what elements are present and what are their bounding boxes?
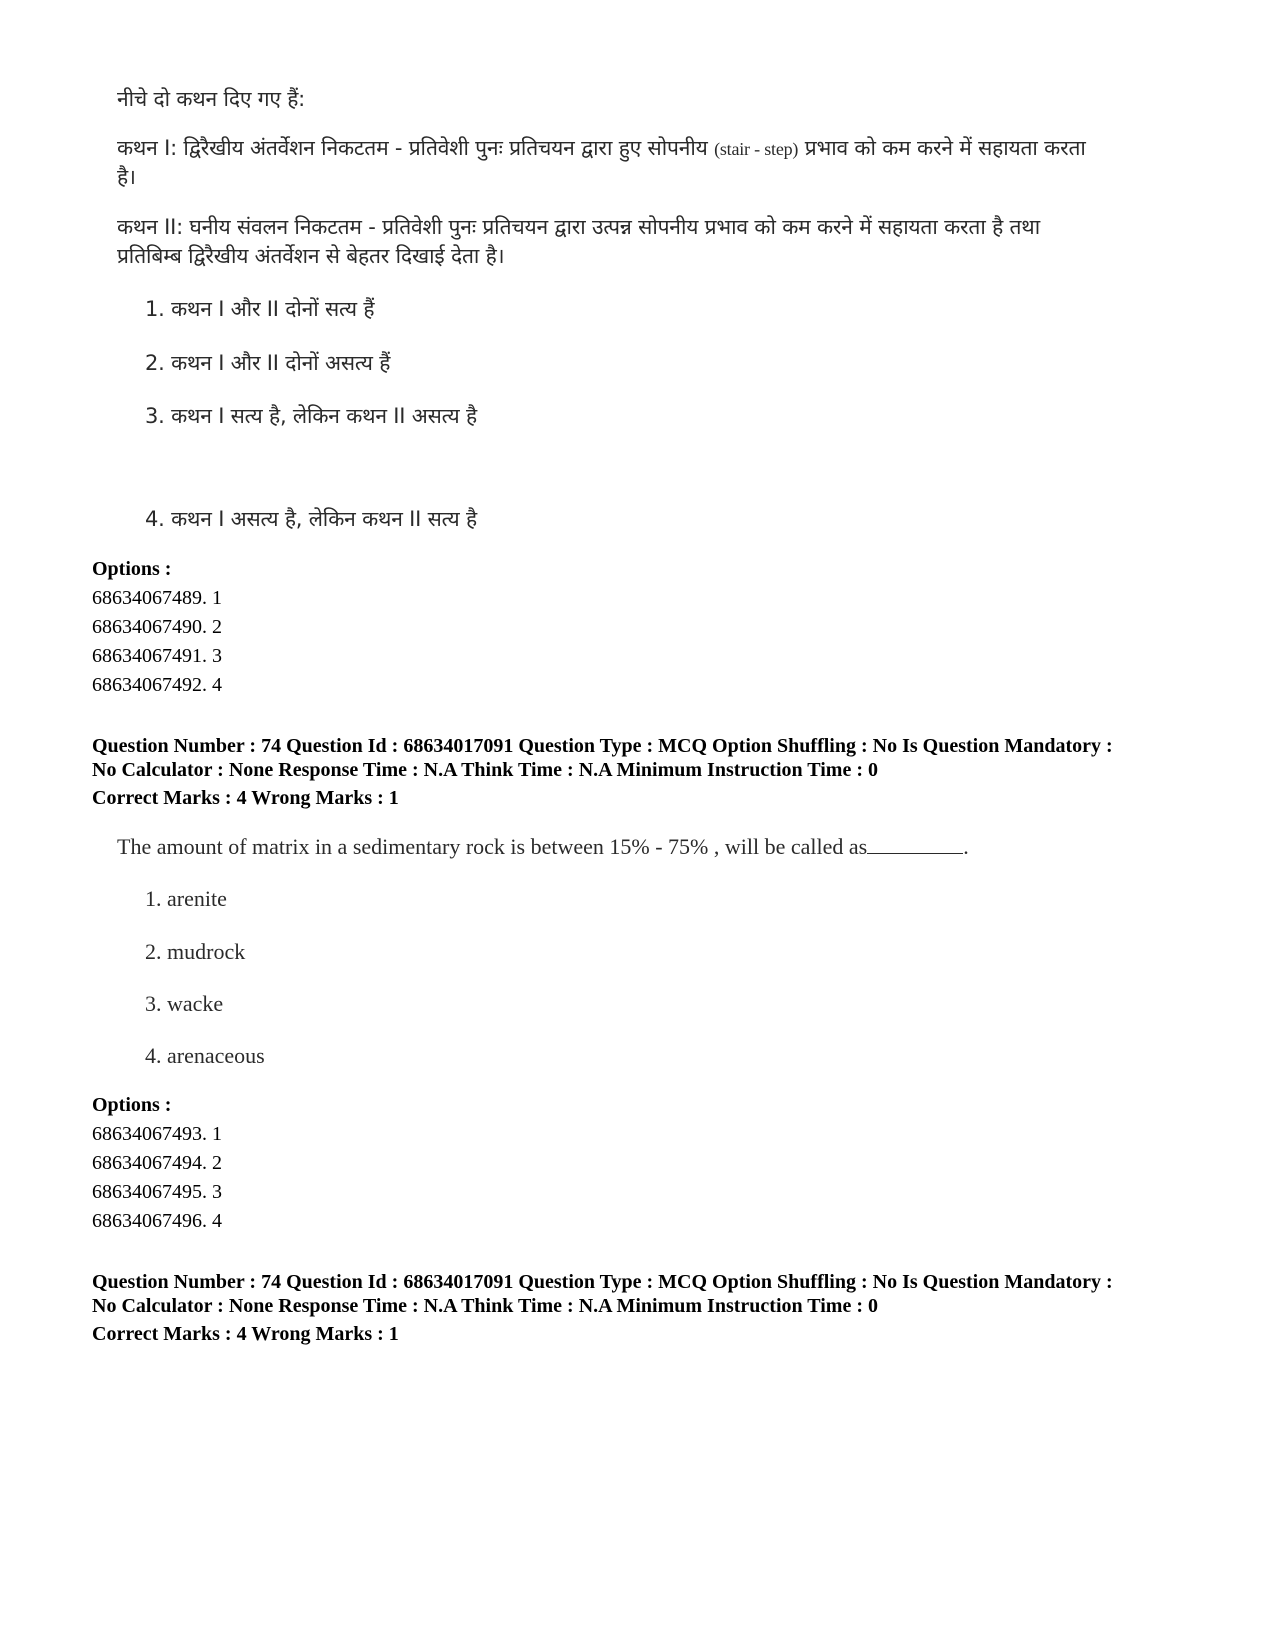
options-list [92,1091,222,1236]
option-item: 68634067489. 1 [92,587,222,609]
question-marks: Correct Marks : 4 Wrong Marks : 1 [92,787,399,809]
option-item: 68634067495. 3 [92,1181,222,1203]
choice-2: 2. mudrock [145,939,246,964]
option-item: 68634067493. 1 [92,1123,222,1145]
question-meta [92,1270,1113,1318]
option-item: 68634067490. 2 [92,616,222,638]
statement-2-line-2: प्रतिबिम्ब द्विरैखीय अंतर्वेशन से बेहतर दिखाई देता है। [117,244,505,268]
statement-1-line-2: है। [117,165,136,189]
choice-1: 1. कथन I और II दोनों सत्य हैं [145,297,375,321]
question-meta-line-1: Question Number : 74 Question Id : 68634017091 Question Type : MCQ Option Shuffling : No Is Question Mandatory : [92,735,1113,757]
question-meta-line-2: No Calculator : None Response Time : N.A Think Time : N.A Minimum Instruction Time : 0 [92,759,878,781]
statement-2-line-1: कथन II: घनीय संवलन निकटतम - प्रतिवेशी पुनः प्रतिचयन द्वारा उत्पन्न सोपनीय प्रभाव को कम करने में सहायता करता है तथा [117,215,1040,239]
choice-4: 4. arenaceous [145,1043,265,1068]
choice-4: 4. कथन I असत्य है, लेकिन कथन II सत्य है [145,507,477,531]
question-meta-line-2: No Calculator : None Response Time : N.A Think Time : N.A Minimum Instruction Time : 0 [92,1295,878,1317]
answer-blank [867,835,963,854]
options-label: Options : [92,1094,172,1116]
statement-1-text-b: प्रभाव को कम करने में सहायता करता [798,136,1086,160]
option-item: 68634067494. 2 [92,1152,222,1174]
choice-2: 2. कथन I और II दोनों असत्य हैं [145,351,391,375]
question-text-body: The amount of matrix in a sedimentary rock is between 15% - 75% , will be called as [117,834,868,859]
choice-3: 3. wacke [145,991,224,1016]
statement-1-line-1 [117,134,1086,162]
options-label: Options : [92,558,172,580]
statement-1-paren: (stair - step) [714,139,799,159]
question-meta [92,734,1113,782]
statement-1-text-a: कथन I: द्विरैखीय अंतर्वेशन निकटतम - प्रतिवेशी पुनः प्रतिचयन द्वारा हुए सोपनीय [117,136,715,160]
question-intro: नीचे दो कथन दिए गए हैं: [117,87,306,111]
question-marks: Correct Marks : 4 Wrong Marks : 1 [92,1323,399,1345]
option-item: 68634067492. 4 [92,674,222,696]
option-item: 68634067496. 4 [92,1210,222,1232]
question-meta-line-1: Question Number : 74 Question Id : 68634017091 Question Type : MCQ Option Shuffling : No Is Question Mandatory : [92,1271,1113,1293]
question-text-end: . [963,834,969,859]
question-text [117,834,969,860]
choice-3: 3. कथन I सत्य है, लेकिन कथन II असत्य है [145,404,477,428]
option-item: 68634067491. 3 [92,645,222,667]
options-list [92,555,222,700]
choice-1: 1. arenite [145,886,227,911]
